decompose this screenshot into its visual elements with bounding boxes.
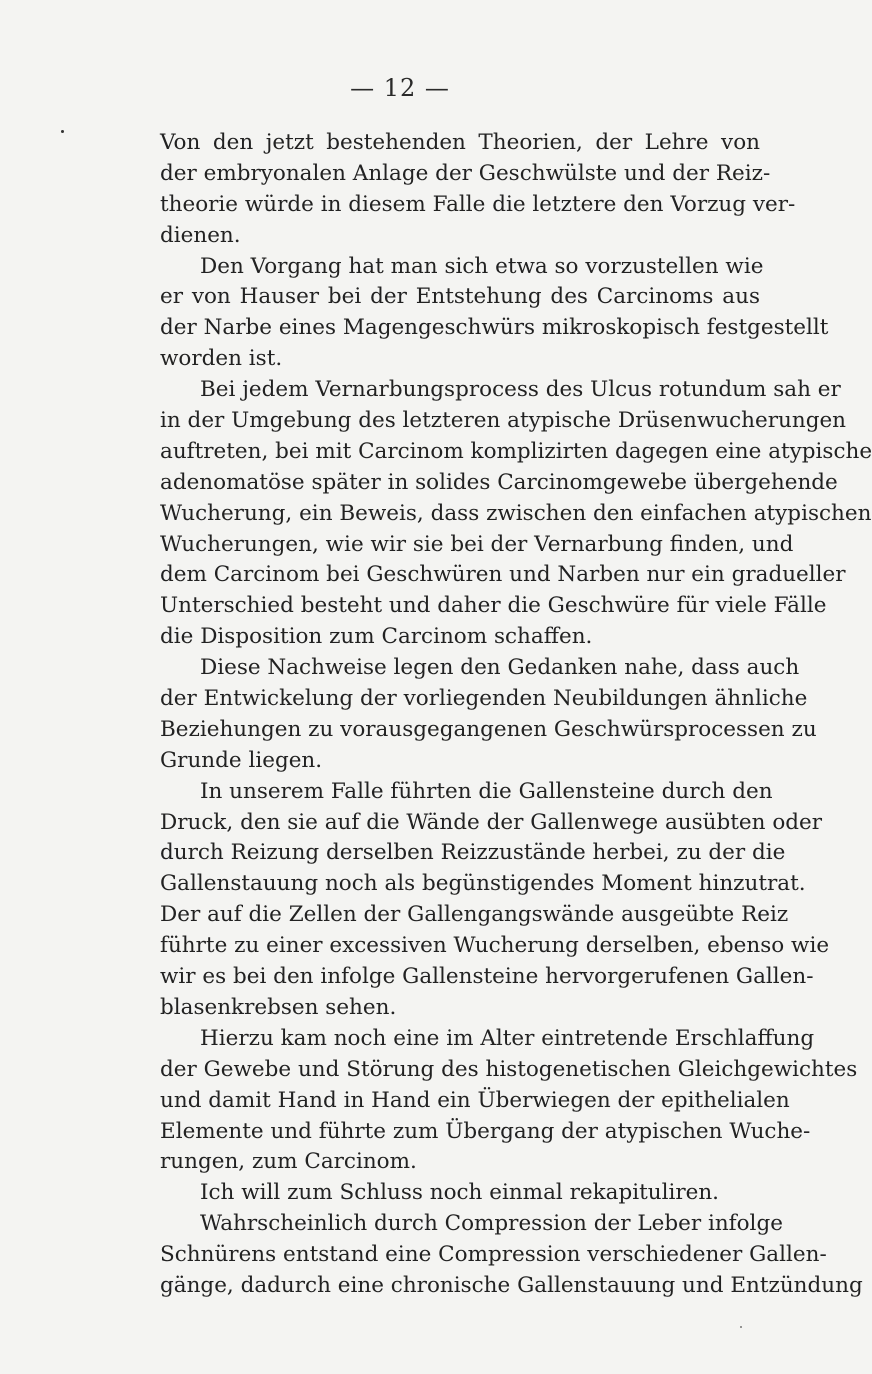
paragraph-vorgang bbox=[160, 252, 829, 376]
text-line: Den Vorgang hat man sich etwa so vorzustellen wie bbox=[200, 253, 764, 279]
text-line: Beziehungen zu vorausgegangenen Geschwürsprocessen zu bbox=[160, 716, 817, 742]
text-line: Schnürens entstand eine Compression verschiedener Gallen- bbox=[160, 1242, 827, 1268]
text-line: Gallenstauung noch als begünstigendes Moment hinzutrat. bbox=[160, 871, 806, 897]
text-line: Druck, den sie auf die Wände der Gallenwege ausübten oder bbox=[160, 809, 823, 835]
text-line: Der auf die Zellen der Gallengangswände ausgeübte Reiz bbox=[160, 902, 789, 928]
text-line: blasenkrebsen sehen. bbox=[160, 994, 397, 1020]
paragraph-erschlaffung bbox=[160, 1024, 858, 1178]
paragraph-vernarbung bbox=[160, 375, 872, 653]
paragraph-schluss bbox=[160, 1178, 760, 1209]
text-line: Ich will zum Schluss noch einmal rekapituliren. bbox=[200, 1180, 720, 1206]
text-line: In unserem Falle führten die Gallensteine durch den bbox=[200, 778, 773, 804]
text-line: der Gewebe und Störung des histogenetischen Gleichgewichtes bbox=[160, 1056, 858, 1082]
text-line: Von den jetzt bestehenden Theorien, der Lehre von bbox=[160, 130, 760, 155]
text-line: der Entwickelung der vorliegenden Neubildungen ähnliche bbox=[160, 686, 808, 712]
paragraph-nachweise bbox=[160, 653, 817, 777]
body-text bbox=[160, 128, 872, 1302]
paragraph-gallensteine bbox=[160, 777, 830, 1024]
print-speck bbox=[740, 1326, 742, 1328]
text-line: adenomatöse später in solides Carcinomgewebe übergehende bbox=[160, 469, 838, 495]
text-line: rungen, zum Carcinom. bbox=[160, 1149, 417, 1175]
text-line: Wucherungen, wie wir sie bei der Vernarbung finden, und bbox=[160, 531, 794, 557]
text-line: Grunde liegen. bbox=[160, 747, 323, 773]
text-line: Elemente und führte zum Übergang der atypischen Wuche- bbox=[160, 1118, 811, 1144]
text-line: Unterschied besteht und daher die Geschwüre für viele Fälle bbox=[160, 593, 827, 619]
text-line: er von Hauser bei der Entstehung des Carcinoms aus bbox=[160, 284, 760, 310]
text-line: Diese Nachweise legen den Gedanken nahe, dass auch bbox=[200, 655, 800, 681]
text-line: durch Reizung derselben Reizzustände herbei, zu der die bbox=[160, 840, 786, 866]
text-line: Wahrscheinlich durch Compression der Leber infolge bbox=[200, 1211, 783, 1237]
text-line: in der Umgebung des letzteren atypische Drüsenwucherungen bbox=[160, 408, 847, 434]
text-line: der Narbe eines Magengeschwürs mikroskopisch festgestellt bbox=[160, 315, 829, 341]
text-line: gänge, dadurch eine chronische Gallenstauung und Entzündung bbox=[160, 1272, 863, 1298]
print-speck bbox=[61, 130, 64, 133]
text-line: führte zu einer excessiven Wucherung derselben, ebenso wie bbox=[160, 933, 830, 959]
paragraph-compression bbox=[160, 1209, 863, 1302]
text-line: Bei jedem Vernarbungsprocess des Ulcus rotundum sah er bbox=[200, 377, 841, 403]
page-number: — 12 — bbox=[350, 74, 450, 102]
text-line: auftreten, bei mit Carcinom komplizirten dagegen eine atypische bbox=[160, 438, 872, 464]
text-line: Wucherung, ein Beweis, dass zwischen den einfachen atypischen bbox=[160, 500, 872, 526]
paragraph-theories bbox=[160, 128, 796, 252]
text-line: dem Carcinom bei Geschwüren und Narben nur ein gradueller bbox=[160, 562, 846, 588]
text-line: worden ist. bbox=[160, 346, 283, 372]
text-line: die Disposition zum Carcinom schaffen. bbox=[160, 624, 593, 650]
text-line: und damit Hand in Hand ein Überwiegen der epithelialen bbox=[160, 1087, 790, 1113]
text-line: Hierzu kam noch eine im Alter eintretende Erschlaffung bbox=[200, 1025, 815, 1051]
text-line: der embryonalen Anlage der Geschwülste und der Reiz- bbox=[160, 160, 771, 186]
text-line: wir es bei den infolge Gallensteine hervorgerufenen Gallen- bbox=[160, 964, 814, 990]
text-line: dienen. bbox=[160, 222, 241, 248]
text-line: theorie würde in diesem Falle die letztere den Vorzug ver- bbox=[160, 191, 796, 217]
